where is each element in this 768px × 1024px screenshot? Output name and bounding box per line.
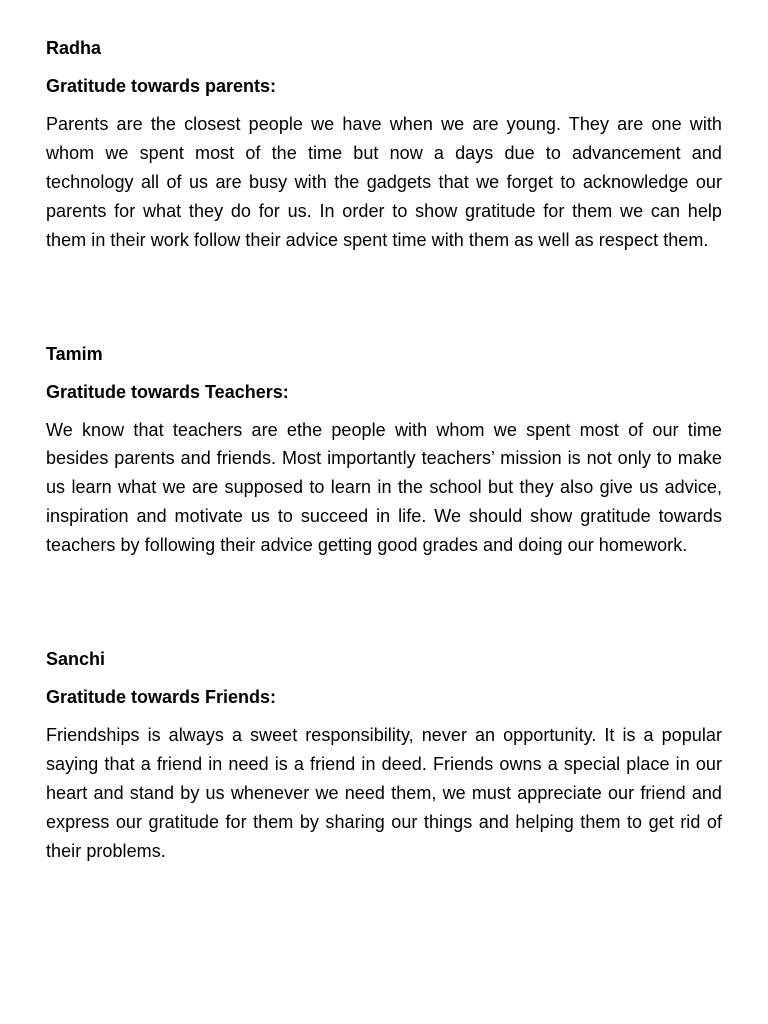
author-name: Tamim <box>46 343 103 364</box>
section-heading: Gratitude towards parents: <box>46 76 277 96</box>
section-heading: Gratitude towards Friends: <box>46 687 277 708</box>
author-name: Radha <box>46 38 102 58</box>
section-paragraph: Friendships is always a sweet responsibility, never an opportunity. It is a popular saying that a friend in need is a friend in deed. Friends owns a special place in our heart and stand by us whenever we need them, we must appreciate our friend and express our gratitude for them by sharing our things and helping them to get rid of their problems. <box>46 725 722 861</box>
section-paragraph: Parents are the closest people we have when we are young. They are one with whom we spent most of the time but now a days due to advancement and technology all of us are busy with the gadgets that we forget to acknowledge our parents for what they do for us. In order to show gratitude for them we can help them in their work follow their advice spent time with them as well as respect them. <box>46 114 722 250</box>
section-paragraph: We know that teachers are ethe people with whom we spent most of our time besides parents and friends. Most importantly teachers’ mission is not only to make us learn what we are supposed to learn in the school but they also give us advice, inspiration and motivate us to succeed in life. We should show gratitude towards teachers by following their advice getting good grades and doing our homework. <box>46 419 722 556</box>
document-page <box>46 34 722 866</box>
author-name: Sanchi <box>46 649 106 670</box>
entry-tamim <box>46 340 722 561</box>
entry-sanchi <box>46 645 722 866</box>
entry-radha <box>46 34 722 255</box>
section-heading: Gratitude towards Teachers: <box>46 381 289 402</box>
